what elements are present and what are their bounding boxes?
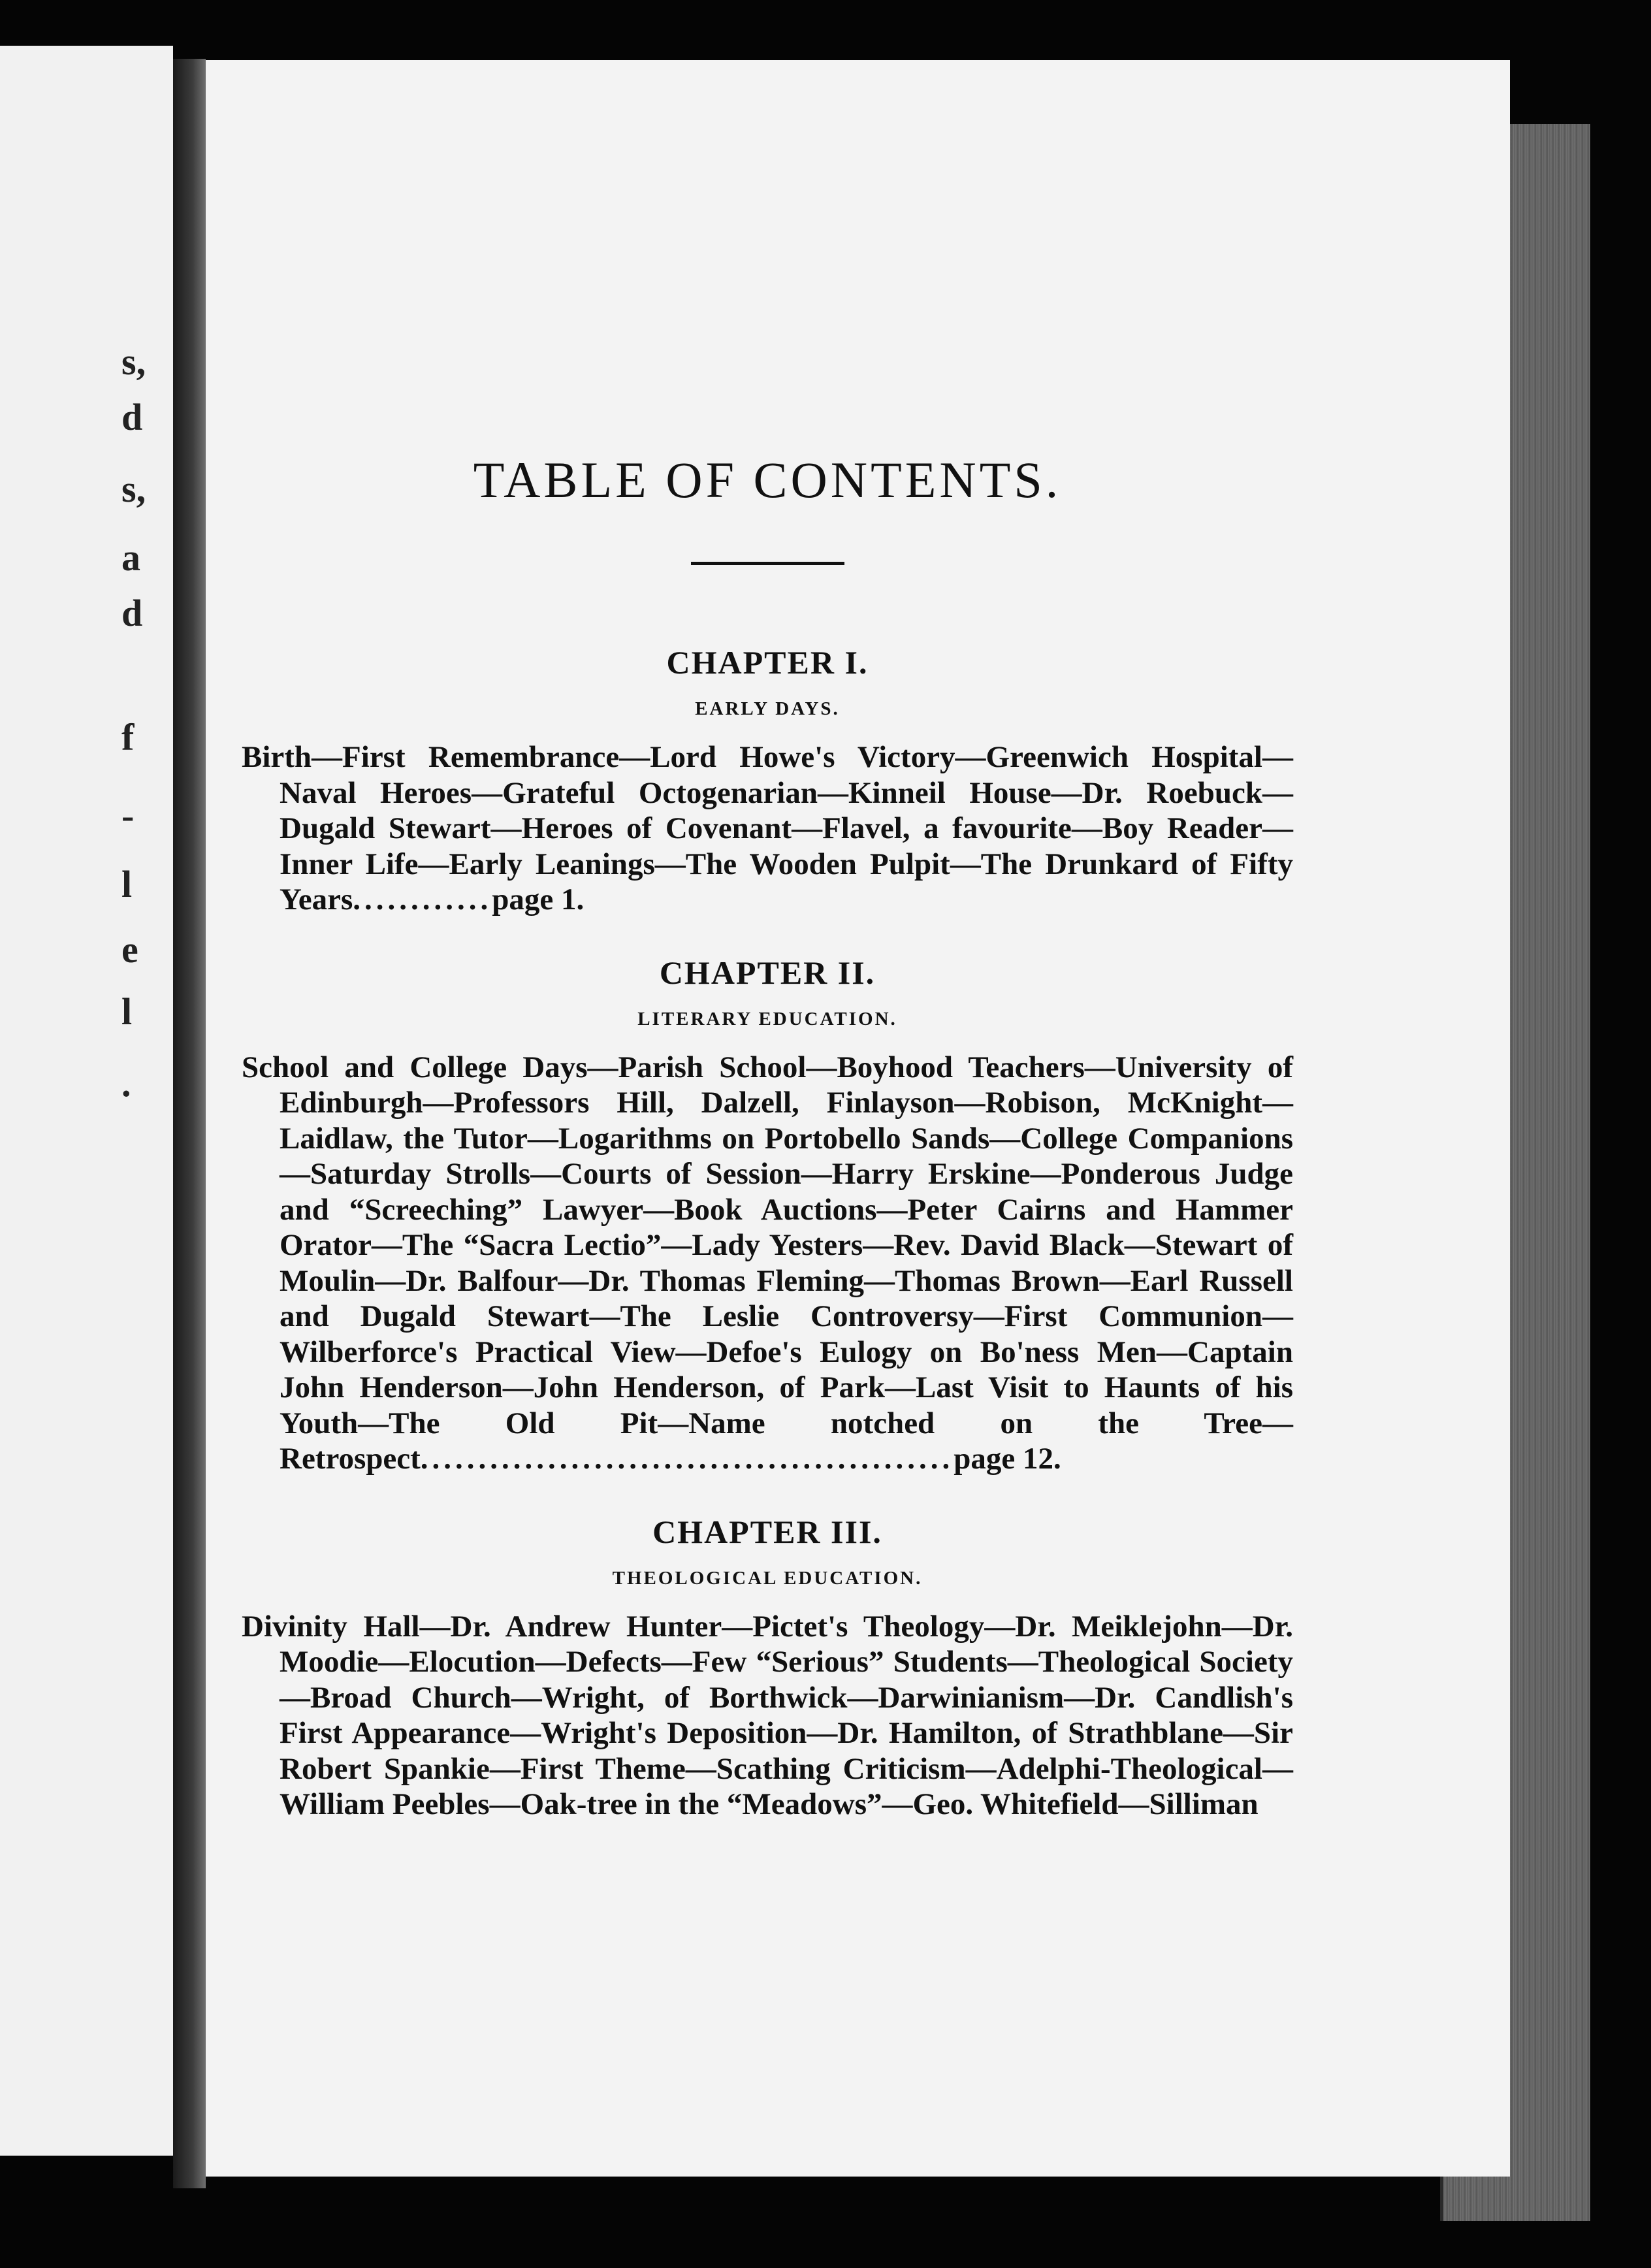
dot-leader: ............ bbox=[353, 883, 492, 917]
left-page-fragment: f bbox=[121, 716, 135, 758]
left-page-fragment: l bbox=[121, 990, 133, 1033]
page-reference: page 1. bbox=[492, 883, 585, 917]
left-page-fragment: l bbox=[121, 863, 133, 905]
chapter-summary bbox=[242, 1050, 1293, 1477]
summary-text: School and College Days—Parish School—Boyhood Teachers—University of Edinburgh—Professors Hill, Dalzell, Finlayson—Robison, McKnight—Laidlaw, the Tutor—Logarithms on Portobello Sands—College Companions—Saturday Strolls—Courts of Session—Harry Erskine—Ponderous Judge and “Screeching” Lawyer—Book Auctions—Peter Cairns and Hammer Orator—The “Sacra Lectio”—Lady Yesters—Rev. David Black—Stewart of Moulin—Dr. Balfour—Dr. Thomas Fleming—Thomas Brown—Earl Russell and Dugald Stewart—The Leslie Controversy—First Communion—Wilberforce's Practical View—Defoe's Eulogy on Bo'ness Men—Captain John Henderson—John Henderson, of Park—Last Visit to Haunts of his Youth—The Old Pit—Name notched on the Tree—Retrospect bbox=[242, 1050, 1293, 1476]
summary-text: Divinity Hall—Dr. Andrew Hunter—Pictet's Theology—Dr. Meiklejohn—Dr. Moodie—Elocution—Defects—Few “Serious” Students—Theological Society—Broad Church—Wright, of Borthwick—Darwinianism—Dr. Candlish's First Appearance—Wright's Deposition—Dr. Hamilton, of Strathblane—Sir Robert Spankie—First Theme—Scathing Criticism—Adelphi-Theological—William Peebles—Oak-tree in the “Meadows”—Geo. Whitefield—Silliman bbox=[242, 1609, 1293, 1822]
chapter-heading: CHAPTER II. bbox=[659, 954, 876, 991]
left-page-fragment: s, bbox=[121, 340, 146, 383]
chapter-entry bbox=[242, 1513, 1293, 1822]
left-page bbox=[0, 46, 173, 2156]
title-rule bbox=[691, 562, 844, 565]
left-page-fragment: d bbox=[121, 592, 143, 634]
table-of-contents bbox=[242, 451, 1293, 1822]
page-reference: page 12. bbox=[954, 1442, 1061, 1476]
left-page-fragment: e bbox=[121, 928, 138, 971]
chapter-entry bbox=[242, 954, 1293, 1477]
page-title: TABLE OF CONTENTS. bbox=[473, 451, 1062, 508]
dot-leader: .............................................. bbox=[420, 1442, 954, 1476]
chapter-summary bbox=[242, 739, 1293, 918]
left-page-fragment: - bbox=[121, 794, 135, 837]
chapter-heading: CHAPTER III. bbox=[652, 1513, 882, 1550]
chapter-subtitle: LITERARY EDUCATION. bbox=[637, 1008, 897, 1029]
summary-text: Birth—First Remembrance—Lord Howe's Victory—Greenwich Hospital—Naval Heroes—Grateful Octogenarian—Kinneil House—Dr. Roebuck—Dugald Stewart—Heroes of Covenant—Flavel, a favourite—Boy Reader—Inner Life—Early Leanings—The Wooden Pulpit—The Drunkard of Fifty Years bbox=[242, 740, 1293, 917]
chapter-heading: CHAPTER I. bbox=[666, 644, 869, 681]
chapter-entry bbox=[242, 643, 1293, 918]
left-page-fragment: s, bbox=[121, 468, 146, 510]
chapter-summary bbox=[242, 1609, 1293, 1822]
chapter-subtitle: EARLY DAYS. bbox=[695, 698, 840, 719]
left-page-fragment: a bbox=[121, 536, 140, 579]
left-page-fragment: d bbox=[121, 396, 143, 438]
left-page-fragment: . bbox=[121, 1062, 131, 1105]
book-gutter bbox=[173, 59, 206, 2188]
chapter-subtitle: THEOLOGICAL EDUCATION. bbox=[612, 1567, 923, 1589]
